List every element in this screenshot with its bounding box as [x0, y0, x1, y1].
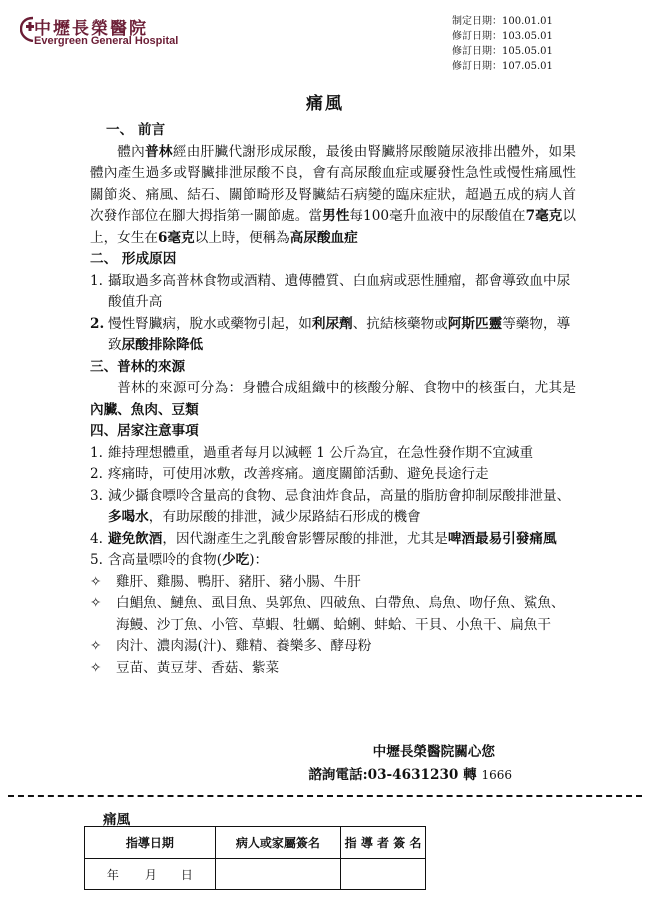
header	[0, 0, 650, 80]
date-revised-3: 修訂日期：107.05.01	[452, 61, 553, 72]
revision-dates	[452, 14, 632, 74]
header-instructor-signature: 指 導 者 簽 名	[341, 827, 426, 859]
date-revised-1: 修訂日期：103.05.01	[452, 31, 553, 42]
list-item: 2. 慢性腎臟病，脫水或藥物引起，如利尿劑、抗結核藥物或阿斯匹靈等藥物，導致尿酸排除降低	[90, 315, 571, 353]
list-item: 5. 含高量嘌呤的食物(少吃)：	[90, 552, 269, 568]
signature-table	[84, 826, 426, 890]
table-row	[85, 859, 426, 890]
list-item: 3. 減少攝食嘌呤含量高的食物、忌食油炸食品，高量的脂肪會抑制尿酸排泄量、多喝水，有助尿酸的排泄，減少尿路結石形成的機會	[90, 487, 571, 525]
date-established: 制定日期：100.01.01	[452, 16, 553, 27]
form-label: 痛風	[103, 812, 131, 828]
diamond-four-point-star-icon: ✧	[90, 573, 102, 590]
section-2-heading: 二、 形成原因	[90, 251, 177, 267]
cut-line	[8, 795, 642, 797]
section-3-heading: 三、普林的來源	[90, 358, 186, 375]
hospital-name-en: Evergreen General Hospital	[34, 35, 179, 47]
list-item: 1. 攝取過多高普林食物或酒精、遺傳體質、白血病或惡性腫瘤，都會導致血中尿酸值升高	[90, 272, 571, 310]
instructor-signature-cell[interactable]	[341, 859, 426, 890]
list-item: ✧ 雞肝、雞腸、鴨肝、豬肝、豬小腸、牛肝	[90, 572, 576, 594]
list-item: 1. 維持理想體重，過重者每月以減輕 1 公斤為宜，在急性發作期不宜減重	[90, 444, 534, 461]
list-item: 2. 疼痛時，可使用冰敷，改善疼痛。適度關節活動、避免長途行走	[90, 466, 489, 482]
guidance-date-cell[interactable]: 年 月 日	[85, 859, 216, 890]
list-item: ✧ 肉汁、濃肉湯(汁)、雞精、養樂多、酵母粉	[90, 636, 576, 658]
care-message: 中壢長榮醫院關心您	[372, 744, 495, 760]
diamond-four-point-star-icon: ✧	[90, 595, 102, 611]
section-1-heading: 一、 前言	[106, 122, 166, 138]
contact-phone: 諮詢電話:03-4631230 轉 1666	[308, 767, 512, 783]
hospital-name-zh: 中壢長榮醫院	[34, 19, 148, 39]
section-3-paragraph: 普林的來源可分為：身體合成組織中的核酸分解、食物中的核蛋白，尤其是內臟、魚肉、豆類	[90, 380, 576, 418]
plus-in-circle-heart-icon	[20, 14, 34, 42]
list-item: 4. 避免飲酒，因代謝產生之乳酸會影響尿酸的排泄，尤其是啤酒最易引發痛風	[90, 530, 557, 547]
diamond-four-point-star-icon: ✧	[90, 659, 102, 676]
table-row	[85, 827, 426, 859]
document-body	[90, 120, 576, 679]
section-1-paragraph: 體內普林經由肝臟代謝形成尿酸，最後由腎臟將尿酸隨尿液排出體外，如果體內產生過多或腎臟排泄尿酸不良，會有高尿酸血症或屢發性急性或慢性痛風性關節炎、痛風、結石、關節畸形及腎臟結石病變的臨床症狀，超過五成的病人首次發作部位在腳大拇指第一關節處。當男性每100毫升血液中的尿酸值在7毫克以上，女生在6毫克以上時，便稱為高尿酸血症	[90, 143, 577, 246]
date-revised-2: 修訂日期：105.05.01	[452, 46, 553, 57]
list-item: ✧ 白鯧魚、鰱魚、虱目魚、吳郭魚、四破魚、白帶魚、烏魚、吻仔魚、鯊魚、海鰻、沙丁魚、小管、草蝦、牡蠣、蛤蜊、蚌蛤、干貝、小魚干、扁魚干	[90, 593, 576, 636]
document-title: 痛風	[306, 94, 344, 114]
hospital-logo	[20, 14, 34, 42]
patient-signature-cell[interactable]	[215, 859, 340, 890]
header-patient-signature: 病人或家屬簽名	[215, 827, 340, 859]
section-4-heading: 四、居家注意事項	[90, 423, 199, 439]
diamond-four-point-star-icon: ✧	[90, 638, 102, 654]
header-guidance-date: 指導日期	[85, 827, 216, 859]
list-item: ✧ 豆苗、黃豆芽、香菇、紫菜	[90, 658, 576, 680]
